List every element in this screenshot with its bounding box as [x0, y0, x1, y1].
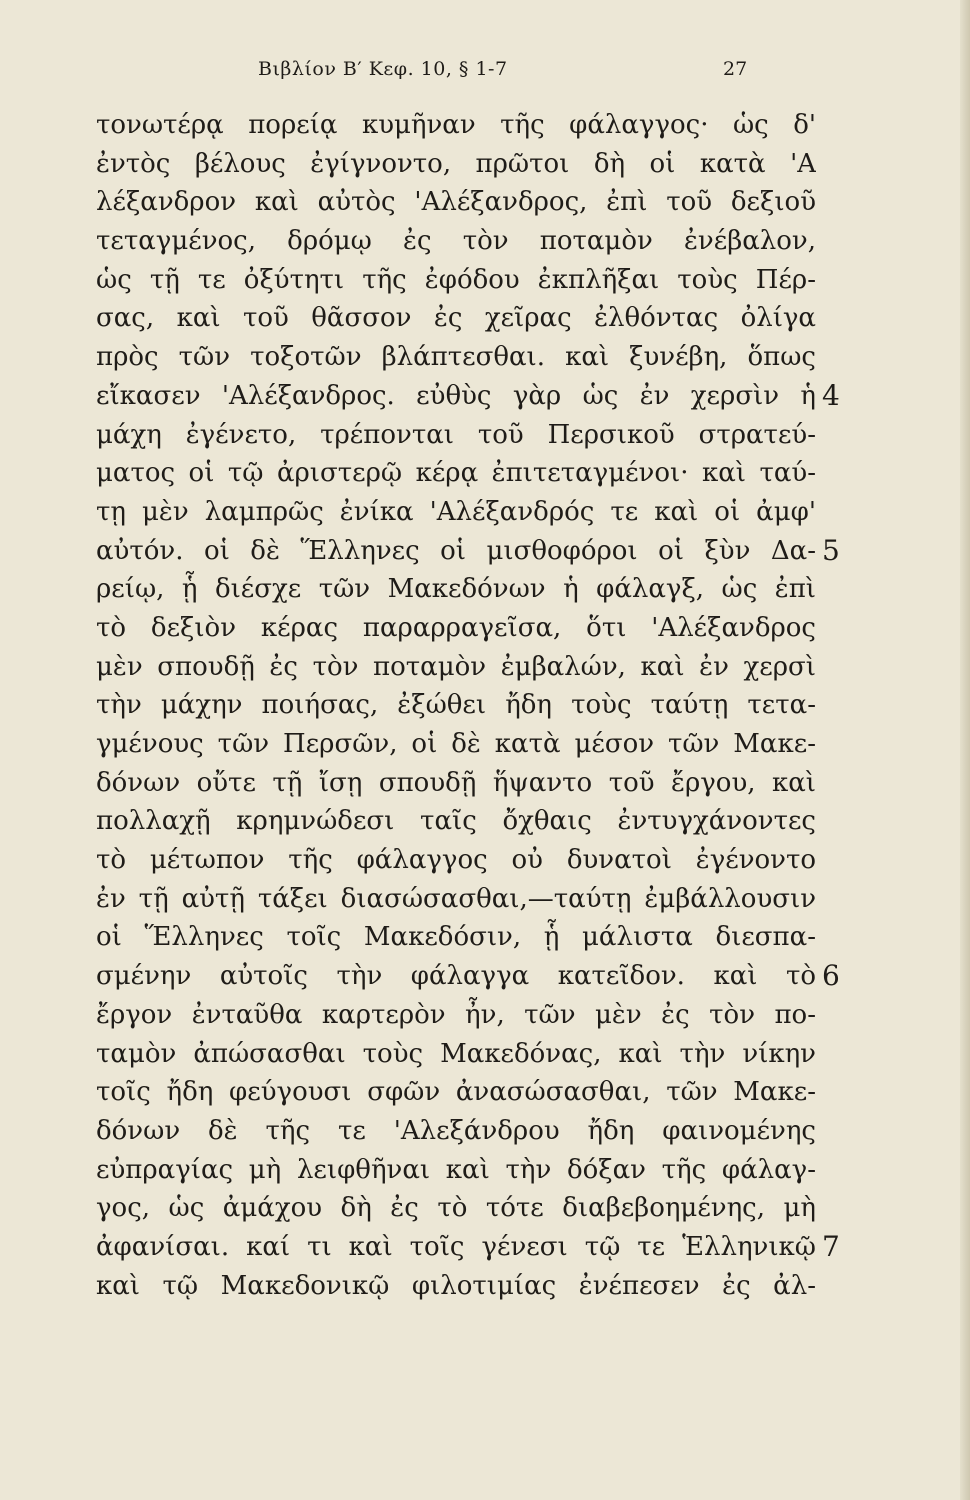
text-line: σας, καὶ τοῦ θᾶσσον ἐς χεῖρας ἐλθόντας ὀλίγα — [96, 303, 816, 334]
text-line: ὡς τῇ τε ὀξύτητι τῆς ἐφόδου ἐκπλῆξαι τοὺς Πέρ- — [96, 264, 816, 295]
text-line: τεταγμένος, δρόμῳ ἐς τὸν ποταμὸν ἐνέβαλον, — [96, 226, 816, 257]
page-number: 27 — [723, 58, 748, 80]
text-line: τὸ μέτωπον τῆς φάλαγγος οὐ δυνατοὶ ἐγένοντο — [96, 845, 816, 876]
body-text — [96, 106, 816, 1305]
text-line: ἔργον ἐνταῦθα καρτερὸν ἦν, τῶν μὲν ἐς τὸν πο- — [96, 999, 816, 1030]
text-line: τῃ μὲν λαμπρῶς ἐνίκα 'Αλέξανδρός τε καὶ οἱ ἀμφ' — [96, 496, 816, 527]
text-line: τονωτέρᾳ πορείᾳ κυμῆναν τῆς φάλαγγος· ὡς δ' — [96, 110, 816, 140]
text-line: ρείῳ, ᾗ διέσχε τῶν Μακεδόνων ἡ φάλαγξ, ὡς ἐπὶ — [96, 574, 816, 605]
text-line: τοῖς ἤδη φεύγουσι σφῶν ἀνασώσασθαι, τῶν Μακε- — [96, 1077, 816, 1108]
text-line: γμένους τῶν Περσῶν, οἱ δὲ κατὰ μέσον τῶν Μακε- — [96, 729, 816, 759]
text-line: ἐντὸς βέλους ἐγίγνοντο, πρῶτοι δὴ οἱ κατὰ 'Α — [96, 148, 816, 179]
text-line: εὐπραγίας μὴ λειφθῆναι καὶ τὴν δόξαν τῆς φάλαγ- — [96, 1154, 816, 1185]
running-head: Βιβλίον Β′ Κεφ. 10, § 1-7 — [258, 58, 508, 80]
section-number: 6 — [822, 959, 840, 993]
text-line: οἱ Ἕλληνες τοῖς Μακεδόσιν, ᾗ μάλιστα διεσπα- — [96, 922, 816, 953]
text-line: ταμὸν ἀπώσασθαι τοὺς Μακεδόνας, καὶ τὴν νίκην — [96, 1038, 816, 1069]
text-line: μάχη ἐγένετο, τρέπονται τοῦ Περσικοῦ στρατεύ- — [96, 419, 816, 450]
section-number: 4 — [822, 378, 840, 412]
page-edge — [960, 0, 970, 1500]
text-line: σμένην αὐτοῖς τὴν φάλαγγα κατεῖδον. καὶ τὸ — [96, 961, 816, 992]
text-line: πολλαχῇ κρημνώδεσι ταῖς ὄχθαις ἐντυγχάνοντες — [96, 806, 816, 837]
text-line: καὶ τῷ Μακεδονικῷ φιλοτιμίας ἐνέπεσεν ἐς ἀλ- — [96, 1270, 816, 1301]
text-line: τὴν μάχην ποιήσας, ἐξώθει ἤδη τοὺς ταύτῃ τετα- — [96, 690, 816, 721]
text-line: γος, ὡς ἀμάχου δὴ ἐς τὸ τότε διαβεβοημένης, μὴ — [96, 1193, 816, 1224]
text-line: πρὸς τῶν τοξοτῶν βλάπτεσθαι. καὶ ξυνέβη, ὅπως — [96, 342, 816, 373]
section-number: 5 — [822, 533, 840, 567]
text-line: λέξανδρον καὶ αὐτὸς 'Αλέξανδρος, ἐπὶ τοῦ δεξιοῦ — [96, 187, 816, 218]
text-line: ματος οἱ τῷ ἀριστερῷ κέρᾳ ἐπιτεταγμένοι· καὶ ταύ- — [96, 458, 816, 489]
text-line: μὲν σπουδῇ ἐς τὸν ποταμὸν ἐμβαλών, καὶ ἐν χερσὶ — [96, 651, 816, 682]
text-line: εἴκασεν 'Αλέξανδρος. εὐθὺς γὰρ ὡς ἐν χερσὶν ἡ — [96, 380, 816, 411]
text-line: δόνων οὔτε τῇ ἴσῃ σπουδῇ ἥψαντο τοῦ ἔργου, καὶ — [96, 767, 816, 798]
section-number: 7 — [822, 1230, 840, 1264]
text-line: ἐν τῇ αὐτῇ τάξει διασώσασθαι,—ταύτῃ ἐμβάλλουσιν — [96, 883, 816, 914]
page-header — [0, 58, 970, 88]
text-line: ἀφανίσαι. καί τι καὶ τοῖς γένεσι τῷ τε Ἑλληνικῷ — [96, 1231, 816, 1262]
text-line: αὐτόν. οἱ δὲ Ἕλληνες οἱ μισθοφόροι οἱ ξὺν Δα- — [96, 535, 816, 566]
text-line: τὸ δεξιὸν κέρας παραρραγεῖσα, ὅτι 'Αλέξανδρος — [96, 612, 816, 643]
text-line: δόνων δὲ τῆς τε 'Αλεξάνδρου ἤδη φαινομένης — [96, 1115, 816, 1146]
